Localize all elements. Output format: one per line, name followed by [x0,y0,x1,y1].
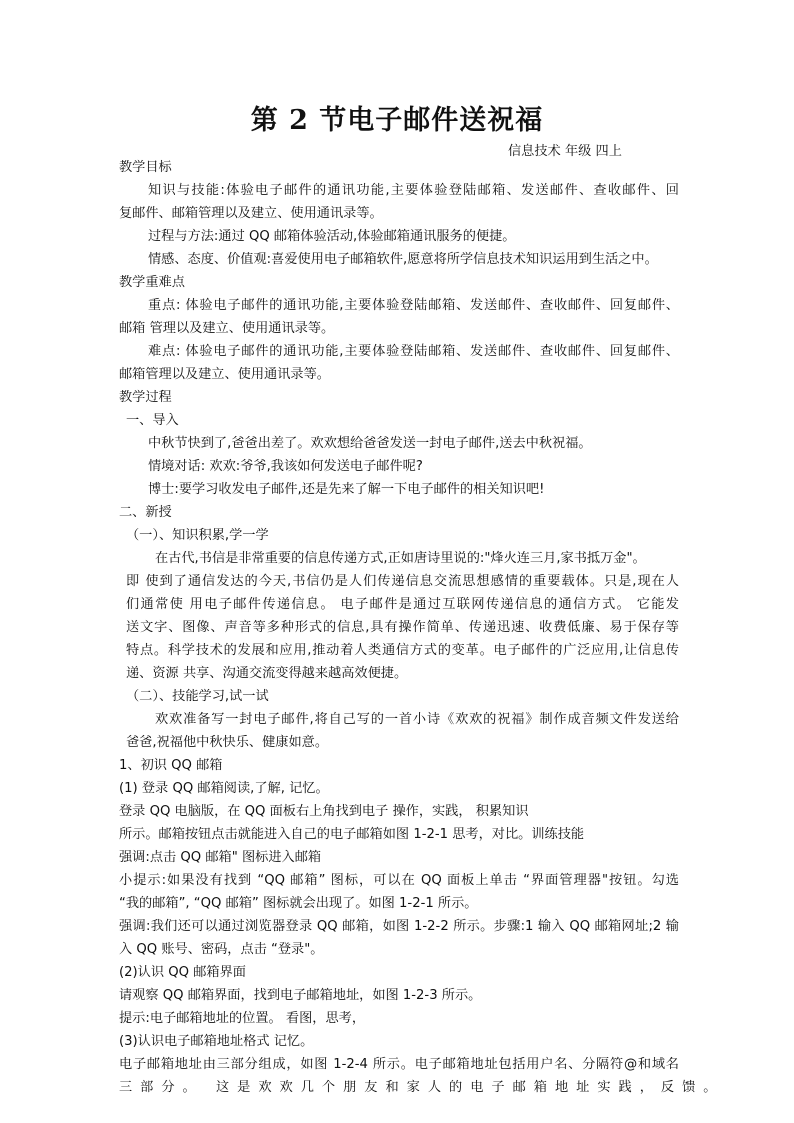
paragraph-line: 入 QQ 账号、密码，点击 “登录"。 [119,942,324,957]
paragraph-line: 送文字、图像、声音等多种形式的信息,具有操作简单、传递迅速、收费低廉、易于保存等 [126,620,679,635]
paragraph-line: 即 使到了通信发达的今天,书信仍是人们传递信息交流思想感情的重要载体。只是,现在人 [126,574,679,589]
paragraph-line: 在古代,书信是非常重要的信息传递方式,正如唐诗里说的:"烽火连三月,家书抵万金"。 [155,551,646,566]
paragraph-line: 过程与方法:通过 QQ 邮箱体验活动,体验邮箱通讯服务的便捷。 [148,229,516,244]
heading-objectives: 教学目标 [119,160,172,175]
paragraph-line: 递、资源 共享、沟通交流变得越来越高效便捷。 [126,666,408,681]
subsection-heading: （二）、技能学习,试一试 [126,689,269,704]
paragraph-line: 复邮件、邮箱管理以及建立、使用通讯录等。 [119,206,383,221]
paragraph-line: 重点: 体验电子邮件的通讯功能,主要体验登陆邮箱、发送邮件、查收邮件、回复邮件、 [148,298,679,313]
item-heading: 1、初识 QQ 邮箱 [119,758,223,773]
paragraph-line: 难点: 体验电子邮件的通讯功能,主要体验登陆邮箱、发送邮件、查收邮件、回复邮件、 [148,344,679,359]
page-title: 第 2 节电子邮件送祝福 [250,105,544,136]
section-heading: 二、新授 [119,505,172,520]
item-heading: (2)认识 QQ 邮箱界面 [119,965,246,980]
paragraph-line: 请观察 QQ 邮箱界面，找到电子邮箱地址，如图 1-2-3 所示。 [119,988,482,1003]
paragraph-line: 提示:电子邮箱地址的位置。 看图，思考， [119,1011,366,1026]
paragraph-line: 知识与技能:体验电子邮件的通讯功能,主要体验登陆邮箱、发送邮件、查收邮件、回 [148,183,679,198]
paragraph-line: 博士:要学习收发电子邮件,还是先来了解一下电子邮件的相关知识吧! [148,482,545,497]
paragraph-line: 情感、态度、价值观:喜爱使用电子邮箱软件,愿意将所学信息技术知识运用到生活之中。 [148,252,658,267]
paragraph-line: (1) 登录 QQ 邮箱阅读,了解, 记忆。 [119,781,329,796]
heading-key-points: 教学重难点 [119,275,185,290]
subsection-heading: （一）、知识积累,学一学 [126,528,269,543]
paragraph-line: 特点。科学技术的发展和应用,推动着人类通信方式的变革。电子邮件的广泛应用,让信息传 [126,643,679,658]
paragraph-line: 电子邮箱地址由三部分组成，如图 1-2-4 所示。电子邮箱地址包括用户名、分隔符@和域名 [119,1057,679,1072]
subject-grade: 信息技术 年级 四上 [508,144,622,159]
paragraph-line: 邮箱管理以及建立、使用通讯录等。 [119,367,330,382]
paragraph-line: 欢欢准备写一封电子邮件,将自己写的一首小诗《欢欢的祝福》制作成音频文件发送给 [155,712,679,727]
paragraph-line: 邮箱 管理以及建立、使用通讯录等。 [119,321,335,336]
paragraph-line: 三部分。 这是欢欢几个朋友和家人的电子邮箱地址实践，反馈。 [119,1080,725,1095]
paragraph-line: “我的邮箱”, “QQ 邮箱” 图标就会出现了。如图 1-2-1 所示。 [119,896,478,911]
paragraph-line: 登录 QQ 电脑版，在 QQ 面板右上角找到电子 操作，实践， 积累知识 [119,804,529,819]
paragraph-line: 强调:点击 QQ 邮箱" 图标进入邮箱 [119,850,322,865]
paragraph-line: 强调:我们还可以通过浏览器登录 QQ 邮箱，如图 1-2-2 所示。步骤:1 输入 QQ 邮箱网址;2 输 [119,919,679,934]
paragraph-line: 所示。邮箱按钮点击就能进入自己的电子邮箱如图 1-2-1 思考，对比。训练技能 [119,827,585,842]
paragraph-line: 爸爸,祝福他中秋快乐、健康如意。 [126,735,329,750]
heading-process: 教学过程 [119,390,172,405]
item-heading: (3)认识电子邮箱地址格式 记忆。 [119,1034,314,1049]
paragraph-line: 们通常使 用电子邮件传递信息。 电子邮件是通过互联网传递信息的通信方式。 它能发 [126,597,679,612]
section-heading: 一、导入 [126,413,179,428]
paragraph-line: 小提示:如果没有找到 “QQ 邮箱” 图标，可以在 QQ 面板上单击 “界面管理器"按钮。勾选 [119,873,679,888]
paragraph-line: 情境对话: 欢欢:爷爷,我该如何发送电子邮件呢? [148,459,423,474]
paragraph-line: 中秋节快到了,爸爸出差了。欢欢想给爸爸发送一封电子邮件,送去中秋祝福。 [148,436,592,451]
